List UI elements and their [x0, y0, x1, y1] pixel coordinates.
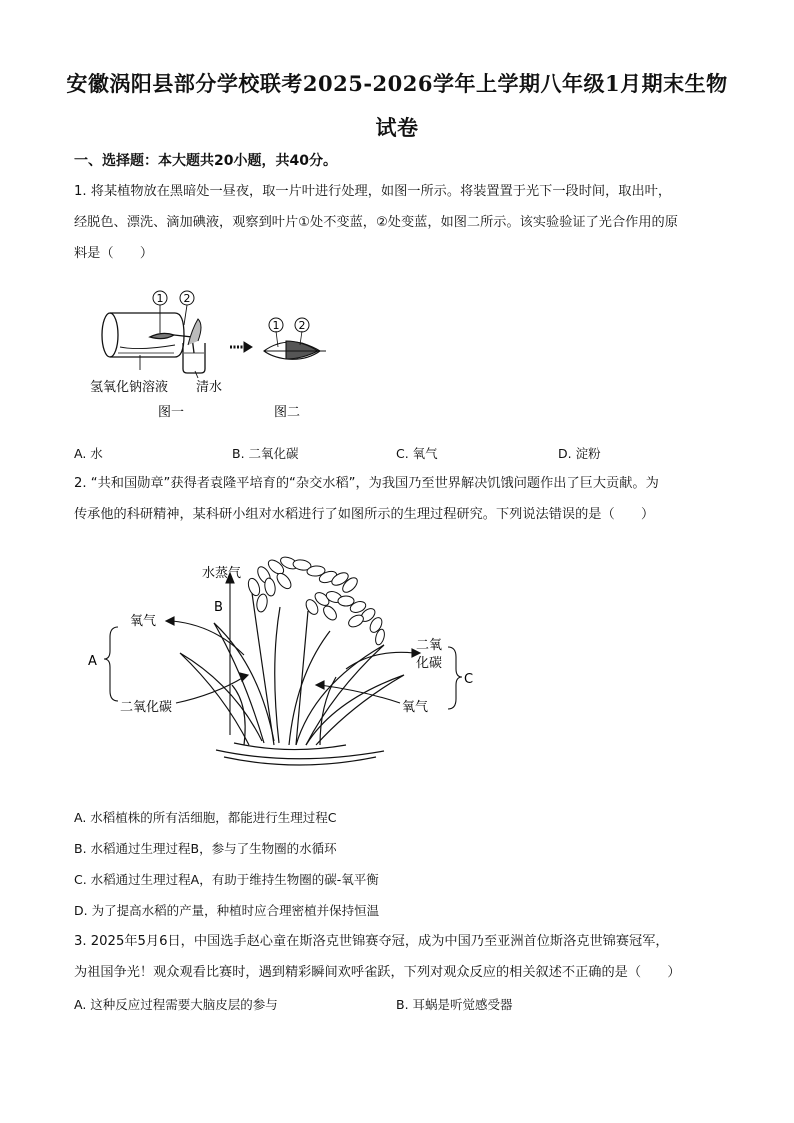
leaf-figure	[264, 331, 326, 359]
q1-option-a[interactable]: A. 水	[74, 446, 103, 461]
fig1-mark-1: 1	[156, 292, 164, 305]
caption-fig1: 图一	[158, 405, 185, 420]
q2-stem-line-2: 传承他的科研精神，某科研小组对水稻进行了如图所示的生理过程研究。下列说法错误的是（ ）	[74, 507, 655, 522]
label-co2-right-1: 二氧	[416, 638, 443, 653]
water-puddle	[216, 743, 384, 765]
title-line-1: 安徽涡阳县部分学校联考2025-2026学年上学期八年级1月期末生物	[66, 71, 728, 96]
q1-option-b[interactable]: B. 二氧化碳	[232, 446, 299, 461]
arrow-icon	[230, 342, 252, 352]
label-water-vapor: 水蒸气	[202, 566, 242, 581]
q1-stem-line-1: 1. 将某植物放在黑暗处一昼夜，取一片叶进行处理，如图一所示。将装置置于光下一段时间，取出叶，	[74, 184, 672, 199]
q2-option-b[interactable]: B. 水稻通过生理过程B，参与了生物圈的水循环	[74, 841, 337, 856]
q2-option-c[interactable]: C. 水稻通过生理过程A，有助于维持生物圈的碳-氧平衡	[74, 872, 379, 887]
q3-option-b[interactable]: B. 耳蜗是听觉感受器	[396, 997, 513, 1012]
fig2-mark-2: 2	[298, 319, 306, 332]
label-oxygen-left: 氧气	[130, 614, 157, 629]
q1-stem-line-2: 经脱色、漂洗、滴加碘液，观察到叶片①处不变蓝，②处变蓝，如图二所示。该实验验证了光合作用的原	[74, 215, 678, 230]
section-heading: 一、选择题：本大题共20小题，共40分。	[74, 153, 337, 169]
q2-option-d[interactable]: D. 为了提高水稻的产量，种植时应合理密植并保持恒温	[74, 903, 380, 918]
label-B: B	[214, 600, 223, 615]
q2-option-a[interactable]: A. 水稻植株的所有活细胞，都能进行生理过程C	[74, 810, 337, 825]
label-A: A	[88, 654, 97, 669]
title-line-2: 试卷	[375, 115, 419, 140]
fig1-mark-2: 2	[183, 292, 191, 305]
label-co2-left: 二氧化碳	[120, 700, 173, 715]
q1-option-c[interactable]: C. 氧气	[396, 446, 438, 461]
caption-fig2: 图二	[274, 405, 301, 420]
label-water: 清水	[196, 380, 223, 395]
jar-figure	[102, 305, 205, 378]
q3-stem-line-1: 3. 2025年5月6日，中国选手赵心童在斯洛克世锦赛夺冠，成为中国乃至亚洲首位斯洛克世锦赛冠军，	[74, 934, 669, 949]
rice-panicles	[246, 555, 386, 646]
q2-figure	[84, 545, 484, 770]
label-C: C	[464, 672, 474, 687]
q3-option-a[interactable]: A. 这种反应过程需要大脑皮层的参与	[74, 997, 278, 1012]
label-oxygen-right: 氧气	[402, 700, 429, 715]
label-co2-right-2: 化碳	[416, 656, 443, 671]
label-naoh: 氢氧化钠溶液	[90, 380, 169, 395]
q2-stem-line-1: 2. “共和国勋章”获得者袁隆平培育的“杂交水稻”，为我国乃至世界解决饥饿问题作出了巨大贡献。为	[74, 476, 659, 491]
rice-stalks	[252, 593, 308, 745]
fig2-mark-1: 1	[272, 319, 280, 332]
q3-stem-line-2: 为祖国争光！观众观看比赛时，遇到精彩瞬间欢呼雀跃，下列对观众反应的相关叙述不正确的是（ ）	[74, 965, 681, 980]
q1-option-d[interactable]: D. 淀粉	[558, 446, 601, 461]
q1-figure	[80, 285, 340, 425]
q1-stem-line-3: 料是（ ）	[74, 246, 154, 261]
